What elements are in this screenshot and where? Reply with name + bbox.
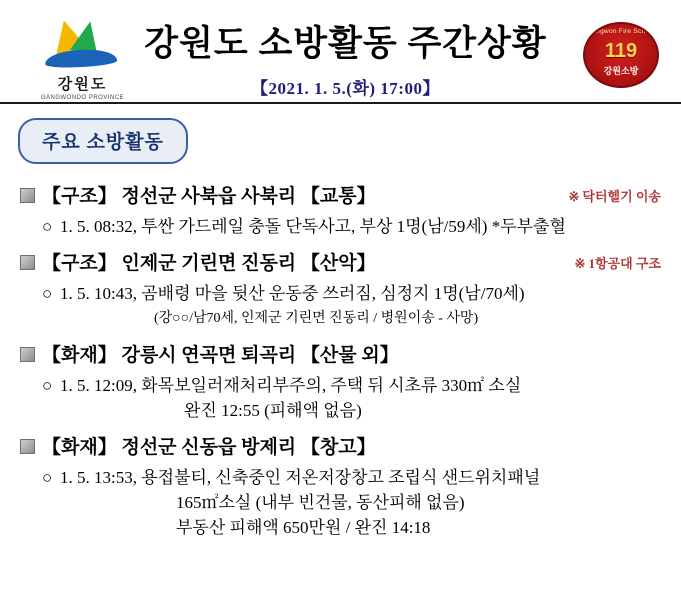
- item-category: 【창고】: [300, 437, 376, 458]
- circle-bullet-icon: ○: [42, 217, 53, 236]
- page-title: 강원도 소방활동 주간상황: [144, 24, 547, 63]
- title-block: [130, 16, 561, 99]
- section-title-badge: 주요 소방활동: [18, 118, 188, 164]
- item-note: [568, 186, 667, 205]
- item-kind: 【화재】: [42, 437, 117, 458]
- detail-text: 1. 5. 08:32, 투싼 가드레일 충돌 단독사고, 부상 1명(남/59세) *두부출혈: [60, 217, 566, 236]
- item-header: [20, 340, 667, 367]
- circle-bullet-icon: ○: [42, 376, 53, 395]
- item-place: 강릉시 연곡면 퇴곡리: [121, 345, 297, 366]
- section-tag-wrapper: [18, 118, 681, 164]
- item-note: [575, 253, 667, 272]
- item-note-text: 닥터헬기 이송: [582, 189, 661, 204]
- detail-line: [42, 465, 667, 490]
- circle-bullet-icon: ○: [42, 468, 53, 487]
- detail-text: 1. 5. 12:09, 화목보일러재처리부주의, 주택 뒤 시초류 330㎡ 소실: [60, 376, 522, 395]
- item-category: 【산물 외】: [300, 345, 399, 366]
- emblem-bottom-text: 강원소방: [603, 66, 639, 76]
- gangwon-province-logo: [30, 20, 135, 101]
- detail-text: 1. 5. 13:53, 용접불티, 신축중인 저온저장창고 조립식 샌드위치패널: [60, 468, 541, 487]
- detail-line: [42, 398, 667, 423]
- fire-service-emblem-icon: [583, 22, 659, 88]
- gangwon-logo-icon: [37, 20, 129, 72]
- detail-line: [42, 515, 667, 540]
- list-item: [20, 340, 667, 423]
- emblem-number: 119: [604, 40, 638, 62]
- detail-line: [42, 306, 667, 331]
- detail-text: 부동산 피해액 650만원 / 완진 14:18: [176, 518, 431, 537]
- item-header: [20, 248, 667, 275]
- item-details: [20, 214, 667, 239]
- item-category: 【교통】: [300, 186, 376, 207]
- square-bullet-icon: [20, 439, 35, 454]
- item-place: 정선군 사북읍 사북리: [121, 186, 297, 207]
- item-details: [20, 465, 667, 540]
- square-bullet-icon: [20, 347, 35, 362]
- detail-text: (강○○/남70세, 인제군 기린면 진동리 / 병원이송 - 사망): [154, 311, 479, 326]
- list-item: [20, 181, 667, 239]
- asterisk-icon: ※: [568, 189, 580, 204]
- item-note-text: 1항공대 구조: [588, 256, 661, 271]
- item-kind: 【화재】: [42, 345, 117, 366]
- detail-line: [42, 281, 667, 306]
- item-place: 인제군 기린면 진동리: [121, 253, 297, 274]
- item-kind: 【구조】: [42, 253, 117, 274]
- logo-label-en: GANGWONDO PROVINCE: [40, 95, 125, 101]
- report-datetime: 【2021. 1. 5.(화) 17:00】: [251, 79, 440, 98]
- item-kind: 【구조】: [42, 186, 117, 207]
- asterisk-icon: ※: [574, 256, 586, 271]
- detail-line: [42, 214, 667, 239]
- detail-text: 완진 12:55 (피해액 없음): [184, 401, 362, 420]
- detail-text: 1. 5. 10:43, 곰배령 마을 뒷산 운동중 쓰러짐, 심정지 1명(남/70세): [60, 284, 525, 303]
- square-bullet-icon: [20, 188, 35, 203]
- item-place: 정선군 신동읍 방제리: [121, 437, 297, 458]
- list-item: [20, 432, 667, 540]
- item-header: [20, 432, 667, 459]
- list-item: [20, 248, 667, 331]
- circle-bullet-icon: ○: [42, 284, 53, 303]
- detail-line: [42, 373, 667, 398]
- item-details: [20, 281, 667, 331]
- detail-line: [42, 490, 667, 515]
- emblem-top-text: Gangwon Fire School: [586, 28, 656, 35]
- detail-text: 165㎡소실 (내부 빈건물, 동산피해 없음): [176, 493, 465, 512]
- square-bullet-icon: [20, 255, 35, 270]
- item-category: 【산악】: [300, 253, 376, 274]
- logo-label-kr: 강원도: [57, 77, 108, 93]
- activity-list: [0, 170, 681, 540]
- page-header: [0, 0, 681, 104]
- item-details: [20, 373, 667, 423]
- item-header: [20, 181, 667, 208]
